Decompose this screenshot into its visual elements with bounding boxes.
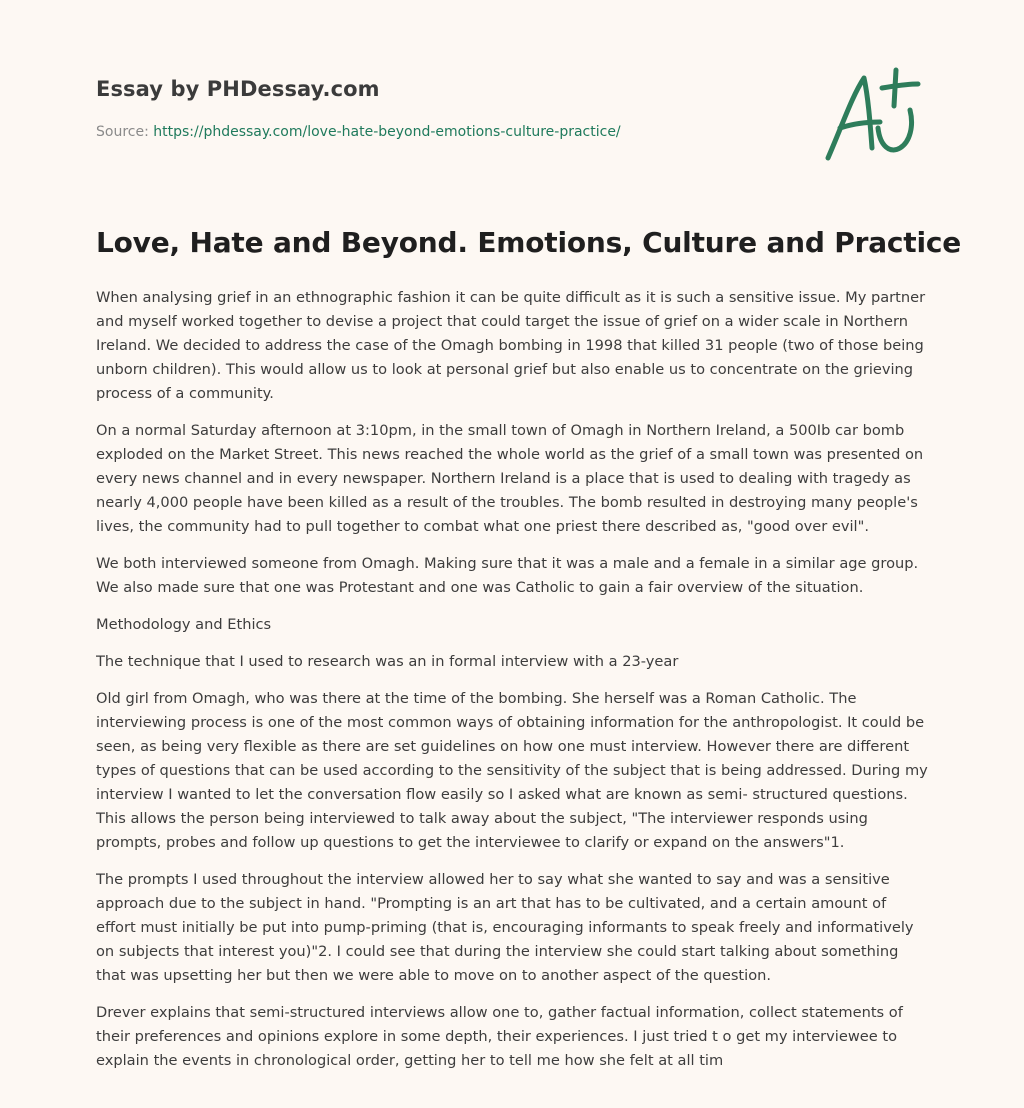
essay-title: Love, Hate and Beyond. Emotions, Culture and Practice (96, 226, 962, 259)
source-link[interactable]: https://phdessay.com/love-hate-beyond-emotions-culture-practice/ (153, 124, 621, 140)
essay-paragraph: Old girl from Omagh, who was there at the time of the bombing. She herself was a Roman Catholic. The interviewing process is one of the most common ways of obtaining information for the anthropologist. It could be seen, as being very flexible as there are set guidelines on how one must interview. However there are different types of questions that can be used according to the sensitivity of the subject that is being addressed. During my interview I wanted to let the conversation flow easily so I asked what are known as semi- structured questions. This allows the person being interviewed to talk away about the subject, "The interviewer responds using prompts, probes and follow up questions to get the interviewee to clarify or expand on the answers"1. (96, 690, 928, 851)
essay-paragraph: The prompts I used throughout the interview allowed her to say what she wanted to say and was a sensitive approach due to the subject in hand. "Prompting is an art that has to be cultivated, and a certain amount of effort must initially be put into pump-priming (that is, encouraging informants to speak freely and informatively on subjects that interest you)"2. I could see that during the interview she could start talking about something that was upsetting her but then we were able to move on to another aspect of the question. (96, 871, 914, 984)
page-header (96, 0, 928, 190)
source-line (96, 124, 621, 140)
essay-paragraph: The technique that I used to research was an in formal interview with a 23-year (96, 653, 679, 670)
a-plus-grade-icon (822, 66, 928, 166)
essay-paragraph: We both interviewed someone from Omagh. Making sure that it was a male and a female in a similar age group. We also made sure that one was Protestant and one was Catholic to gain a fair overview of the situation. (96, 555, 919, 596)
essay-paragraph: On a normal Saturday afternoon at 3:10pm, in the small town of Omagh in Northern Ireland, a 500Ib car bomb exploded on the Market Street. This news reached the whole world as the grief of a small town was presented on every news channel and in every newspaper. Northern Ireland is a place that is used to dealing with tragedy as nearly 4,000 people have been killed as a result of the troubles. The bomb resulted in destroying many people's lives, the community had to pull together to combat what one priest there described as, "good over evil". (96, 422, 924, 535)
essay-page (96, 0, 962, 1069)
site-title: Essay by PHDessay.com (96, 77, 380, 101)
essay-paragraph: When analysing grief in an ethnographic fashion it can be quite difficult as it is such a sensitive issue. My partner and myself worked together to devise a project that could target the issue of grief on a wider scale in Northern Ireland. We decided to address the case of the Omagh bombing in 1998 that killed 31 people (two of those being unborn children). This would allow us to look at personal grief but also enable us to concentrate on the grieving process of a community. (96, 289, 926, 402)
essay-body (96, 286, 928, 1094)
section-heading: Methodology and Ethics (96, 616, 272, 633)
essay-paragraph: Drever explains that semi-structured interviews allow one to, gather factual information, collect statements of their preferences and opinions explore in some depth, their experiences. I just tried t o get my interviewee to explain the events in chronological order, getting her to tell me how she felt at all tim (96, 1004, 903, 1069)
source-label: Source: (96, 124, 149, 140)
